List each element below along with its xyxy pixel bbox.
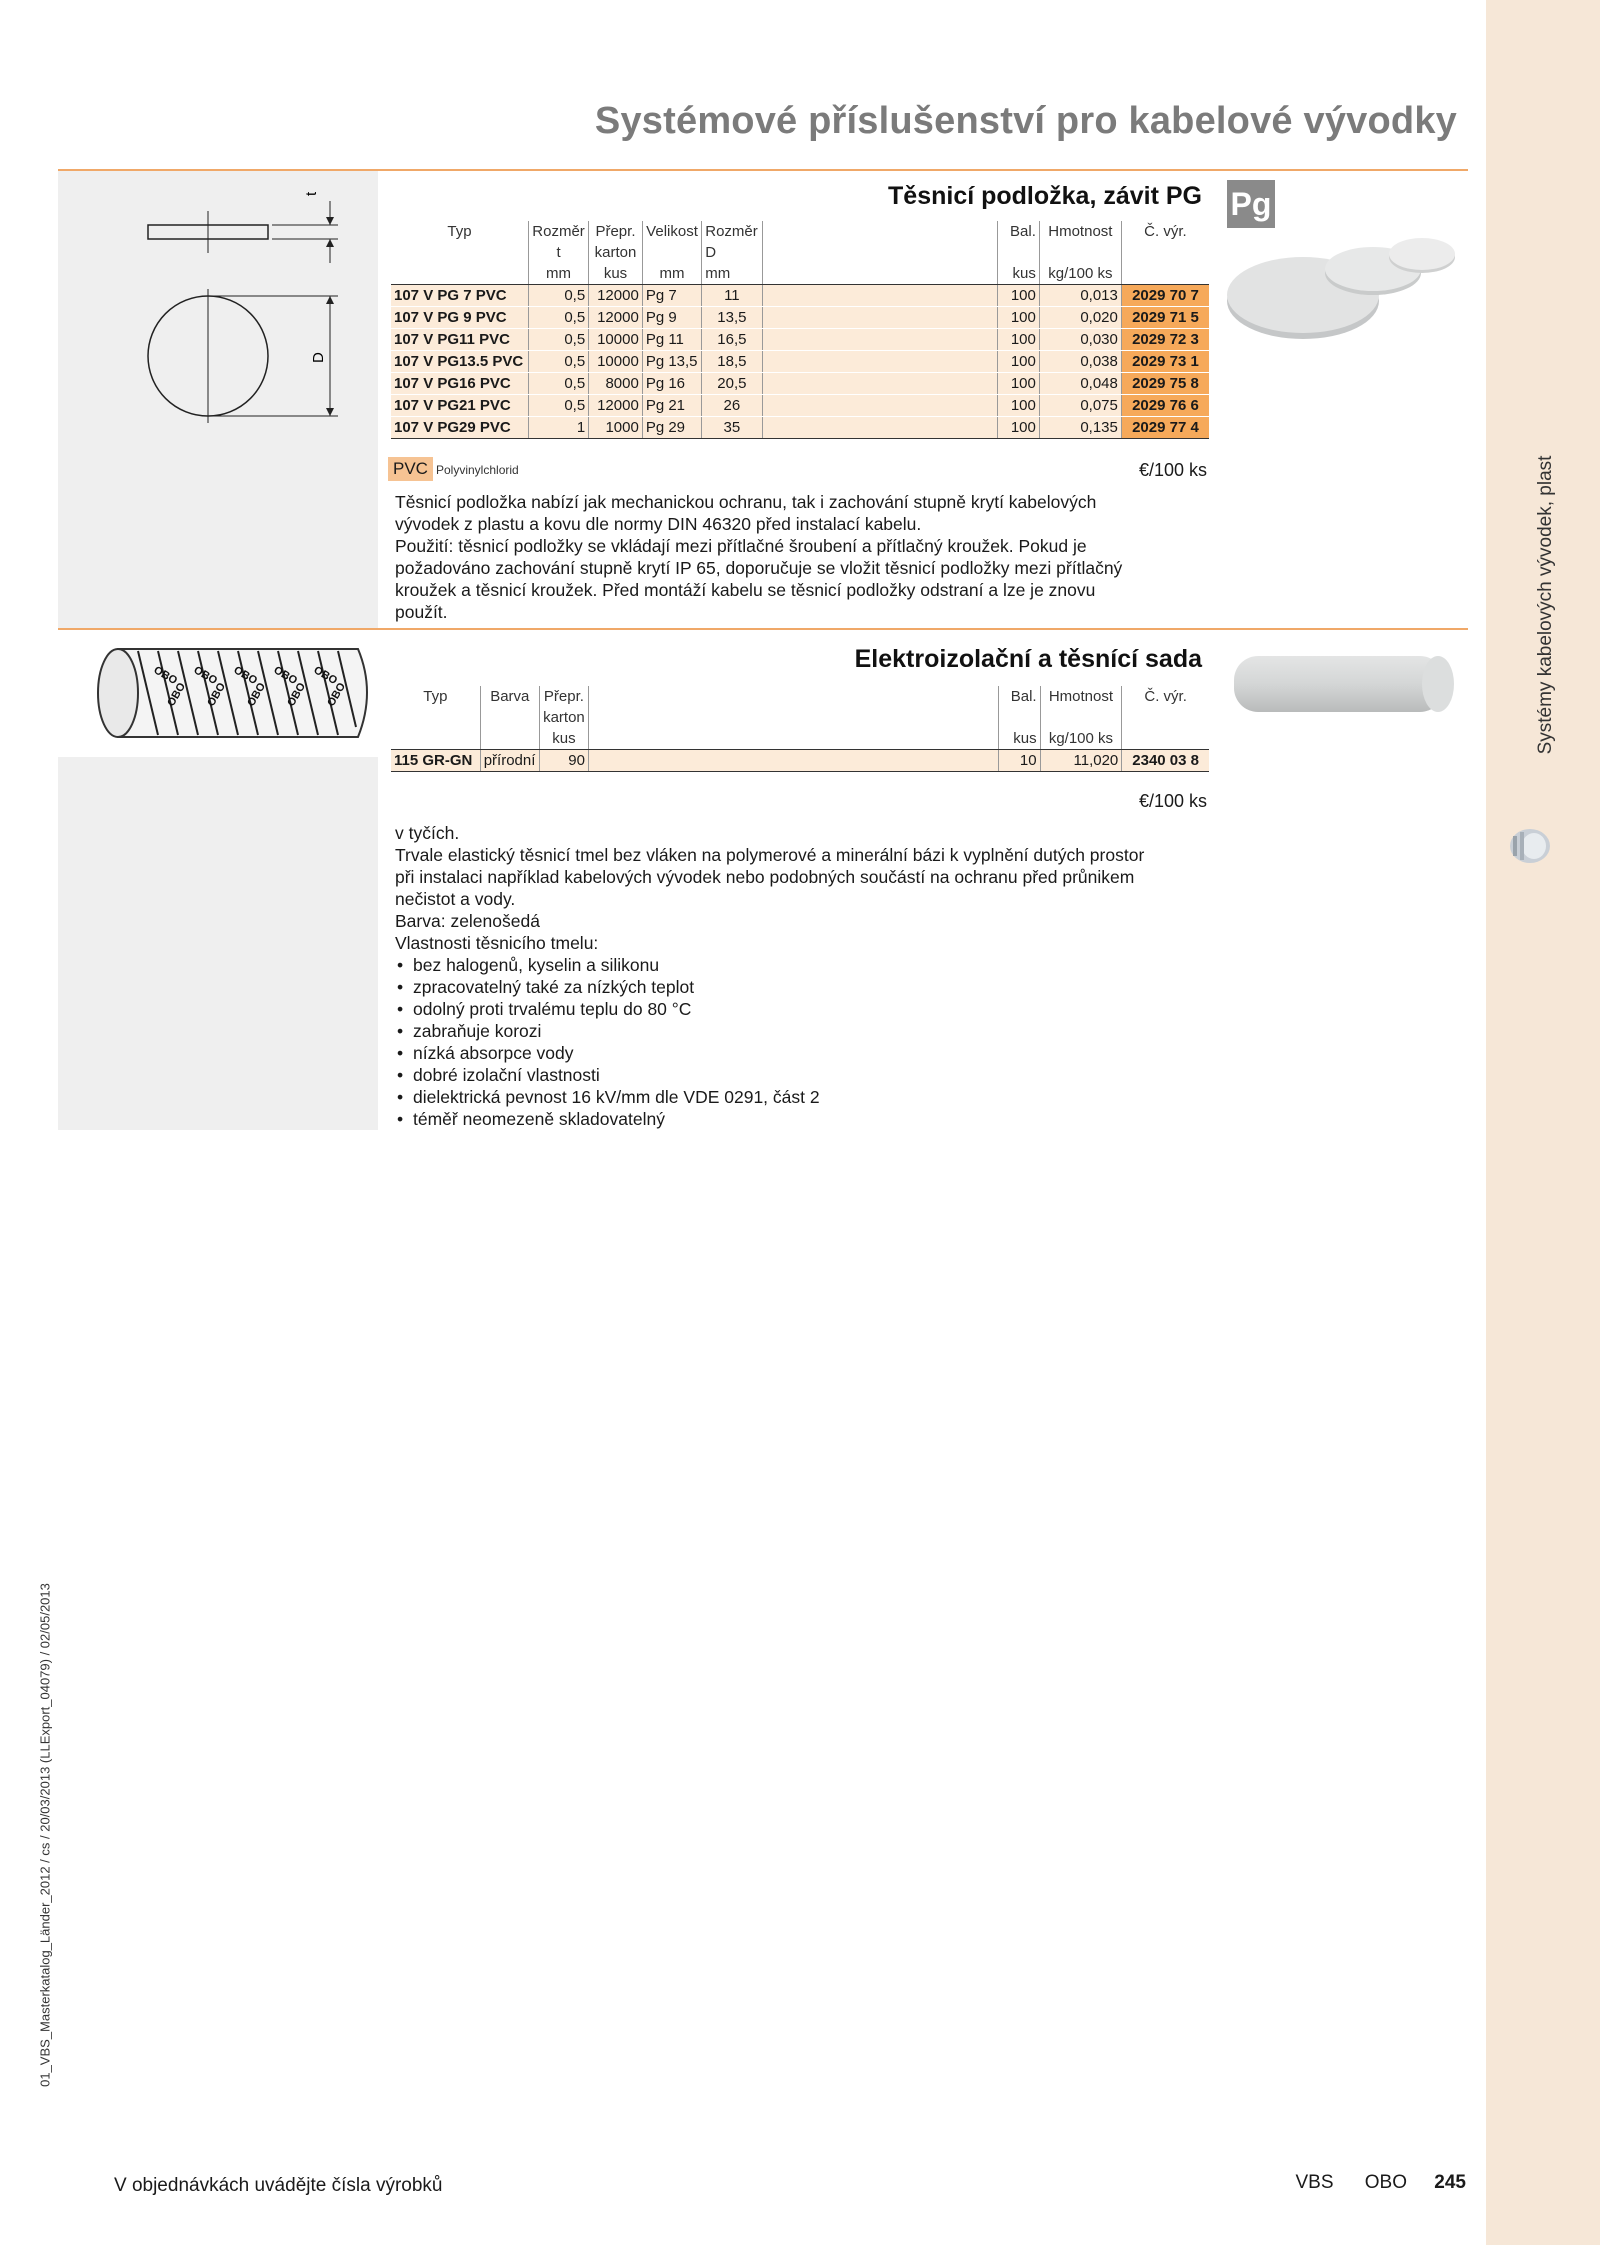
roll-print: OBO	[165, 680, 189, 709]
desc-line: Trvale elastický těsnicí tmel bez vláken na polymerové a minerální bázi k vyplnění dutých prostor	[395, 845, 1145, 865]
unit-bal: kus	[998, 263, 1040, 285]
cell-typ: 107 V PG11 PVC	[391, 329, 528, 351]
cell-t: 1	[528, 417, 588, 439]
cell-typ: 107 V PG13.5 PVC	[391, 351, 528, 373]
unit-typ	[391, 728, 480, 750]
table-row	[391, 307, 1209, 329]
cell-cvyr: 2340 03 8	[1122, 750, 1209, 772]
desc-line: při instalaci například kabelových vývodek nebo podobných součástí na ochranu před průnikem	[395, 867, 1135, 887]
unit-karton: kus	[589, 263, 643, 285]
cell-velikost: Pg 7	[642, 285, 701, 307]
table-row	[391, 373, 1209, 395]
table-unit-row	[391, 263, 1209, 285]
list-item: • zabraňuje korozi	[395, 1020, 1215, 1042]
cell-d: 13,5	[702, 307, 762, 329]
roll-print: OBO	[205, 680, 229, 709]
cell-velikost: Pg 21	[642, 395, 701, 417]
col-bal: Bal.	[999, 686, 1040, 728]
cell-spacer	[762, 373, 998, 395]
cell-hmot: 0,135	[1039, 417, 1121, 439]
col-velikost: Velikost	[642, 221, 701, 263]
roll-print: OBO	[231, 664, 260, 688]
desc-line: vývodek z plastu a kovu dle normy DIN 46320 před instalací kabelu.	[395, 514, 922, 534]
desc-line: Použití: těsnicí podložky se vkládají mezi přítlačné šroubení a přítlačný kroužek. Pokud je	[395, 536, 1087, 556]
properties-list	[395, 954, 1215, 1130]
roll-print: OBO	[325, 680, 349, 709]
cell-hmot: 0,020	[1039, 307, 1121, 329]
unit-t: mm	[528, 263, 588, 285]
section2-title: Elektroizolační a těsnící sada	[854, 645, 1202, 673]
col-typ: Typ	[391, 686, 480, 728]
cell-hmot: 0,075	[1039, 395, 1121, 417]
cell-typ: 115 GR-GN	[391, 750, 480, 772]
cell-karton: 12000	[589, 307, 643, 329]
cell-velikost: Pg 16	[642, 373, 701, 395]
cell-cvyr: 2029 73 1	[1121, 351, 1209, 373]
cell-karton: 90	[539, 750, 588, 772]
table-row	[391, 417, 1209, 439]
section1-description	[395, 491, 1215, 623]
roll-print: OBO	[191, 664, 220, 688]
cell-typ: 107 V PG29 PVC	[391, 417, 528, 439]
list-item: • odolný proti trvalému teplu do 80 °C	[395, 998, 1215, 1020]
desc-line: požadováno zachování stupně krytí IP 65, doporučuje se vložit těsnicí podložky mezi přítlačný	[395, 558, 1123, 578]
desc-line: kroužek a těsnicí kroužek. Před montáží kabelu se těsnicí podložky odstraní a lze je znovu	[395, 580, 1096, 600]
col-bal: Bal.	[998, 221, 1040, 263]
cell-typ: 107 V PG 9 PVC	[391, 307, 528, 329]
cell-hmot: 0,038	[1039, 351, 1121, 373]
roll-print: OBO	[311, 664, 340, 688]
cell-bal: 100	[998, 285, 1040, 307]
col-spacer	[588, 686, 998, 728]
unit-d: mm	[702, 263, 762, 285]
table-row	[391, 395, 1209, 417]
col-cvyr: Č. výr.	[1144, 688, 1187, 705]
cell-velikost: Pg 13,5	[642, 351, 701, 373]
unit-spacer	[588, 728, 998, 750]
cell-t: 0,5	[528, 285, 588, 307]
col-prepr-karton: Přepr. karton	[539, 686, 588, 728]
desc-line: Těsnicí podložka nabízí jak mechanickou ochranu, tak i zachování stupně krytí kabelových	[395, 492, 1097, 512]
rod-product-image	[1228, 652, 1462, 716]
list-item: • bez halogenů, kyselin a silikonu	[395, 954, 1215, 976]
cell-cvyr: 2029 77 4	[1121, 417, 1209, 439]
unit-hmot: kg/100 ks	[1040, 728, 1122, 750]
table-unit-row	[391, 728, 1209, 750]
list-item: • zpracovatelný také za nízkých teplot	[395, 976, 1215, 998]
unit-karton: kus	[539, 728, 588, 750]
cell-velikost: Pg 9	[642, 307, 701, 329]
cell-karton: 8000	[589, 373, 643, 395]
unit-cvyr	[1121, 263, 1209, 285]
section2-description	[395, 822, 1215, 1130]
table-row	[391, 329, 1209, 351]
cell-spacer	[762, 307, 998, 329]
unit-typ	[391, 263, 528, 285]
list-item: • dobré izolační vlastnosti	[395, 1064, 1215, 1086]
unit-velikost: mm	[642, 263, 701, 285]
page-title: Systémové příslušenství pro kabelové vývodky	[594, 100, 1457, 142]
cell-t: 0,5	[528, 329, 588, 351]
cable-gland-icon	[1507, 826, 1553, 866]
desc-line: Vlastnosti těsnicího tmelu:	[395, 933, 599, 953]
cell-karton: 10000	[589, 351, 643, 373]
cell-typ: 107 V PG21 PVC	[391, 395, 528, 417]
cell-bal: 100	[998, 395, 1040, 417]
col-barva: Barva	[480, 686, 539, 728]
sealing-roll-image	[58, 637, 378, 757]
sealing-set-spec-table	[391, 686, 1209, 772]
cell-spacer	[762, 417, 998, 439]
print-metadata: 01_VBS_Masterkatalog_Länder_2012 / cs / 20/03/2013 (LLExport_04079) / 02/05/2013	[37, 1583, 53, 2087]
washer-technical-drawing	[58, 171, 378, 628]
cell-spacer	[762, 329, 998, 351]
cell-bal: 10	[999, 750, 1040, 772]
footer-brand-vbs: VBS	[1295, 2172, 1334, 2193]
desc-line: použít.	[395, 602, 448, 622]
cell-cvyr: 2029 70 7	[1121, 285, 1209, 307]
cell-karton: 10000	[589, 329, 643, 351]
list-item: • téměř neomezeně skladovatelný	[395, 1108, 1215, 1130]
cell-bal: 100	[998, 307, 1040, 329]
cell-typ: 107 V PG16 PVC	[391, 373, 528, 395]
material-name: Polyvinylchlorid	[436, 463, 519, 477]
cell-bal: 100	[998, 373, 1040, 395]
cell-hmot: 0,013	[1039, 285, 1121, 307]
footer-brand-obo: OBO	[1364, 2172, 1408, 2193]
cell-cvyr: 2029 75 8	[1121, 373, 1209, 395]
footer-brand	[1295, 2172, 1466, 2194]
page-number: 245	[1434, 2172, 1466, 2193]
washer-spec-table	[391, 221, 1209, 439]
section1-title: Těsnicí podložka, závit PG	[888, 182, 1202, 210]
chapter-side-title: Systémy kabelových vývodek, plast	[1535, 455, 1556, 755]
roll-print: OBO	[285, 680, 309, 709]
cell-t: 0,5	[528, 351, 588, 373]
roll-print: OBO	[151, 664, 180, 688]
cell-d: 26	[702, 395, 762, 417]
material-tag: PVC	[388, 457, 433, 481]
unit-hmot: kg/100 ks	[1039, 263, 1121, 285]
cell-d: 16,5	[702, 329, 762, 351]
right-margin-band	[1486, 0, 1600, 2245]
cell-cvyr: 2029 71 5	[1121, 307, 1209, 329]
table-header-row	[391, 686, 1209, 728]
cell-bal: 100	[998, 351, 1040, 373]
list-item: • dielektrická pevnost 16 kV/mm dle VDE 0291, část 2	[395, 1086, 1215, 1108]
col-prepr-karton: Přepr. karton	[589, 221, 643, 263]
cell-velikost: Pg 11	[642, 329, 701, 351]
table-row	[391, 750, 1209, 772]
section1-price-unit: €/100 ks	[1138, 460, 1207, 480]
list-item: • nízká absorpce vody	[395, 1042, 1215, 1064]
cell-bal: 100	[998, 329, 1040, 351]
col-rozmer-d: Rozměr D	[702, 221, 762, 263]
table-row	[391, 285, 1209, 307]
pg-thread-badge: Pg	[1227, 180, 1275, 228]
table-header-row	[391, 221, 1209, 263]
cell-d: 35	[702, 417, 762, 439]
col-hmotnost: Hmotnost	[1040, 686, 1122, 728]
cell-bal: 100	[998, 417, 1040, 439]
unit-spacer	[762, 263, 998, 285]
cell-cvyr: 2029 76 6	[1121, 395, 1209, 417]
cell-hmot: 0,030	[1039, 329, 1121, 351]
table-row	[391, 351, 1209, 373]
dimension-label-d: D	[310, 352, 327, 363]
dimension-label-t: t	[303, 191, 320, 196]
cell-t: 0,5	[528, 395, 588, 417]
cell-spacer	[762, 285, 998, 307]
desc-line: v tyčích.	[395, 823, 460, 843]
section2-top-rule	[58, 628, 1468, 630]
roll-print: OBO	[245, 680, 269, 709]
cell-t: 0,5	[528, 373, 588, 395]
cell-d: 11	[702, 285, 762, 307]
cell-spacer	[762, 395, 998, 417]
cell-spacer	[762, 351, 998, 373]
roll-print: OBO	[271, 664, 300, 688]
unit-cvyr	[1122, 728, 1209, 750]
cell-barva: přírodní	[480, 750, 539, 772]
cell-cvyr: 2029 72 3	[1121, 329, 1209, 351]
section2-image-panel	[58, 637, 378, 1130]
section1-drawing-panel	[58, 171, 378, 628]
washer-product-image	[1225, 235, 1460, 345]
cell-spacer	[588, 750, 998, 772]
col-hmotnost: Hmotnost	[1039, 221, 1121, 263]
cell-karton: 1000	[589, 417, 643, 439]
cell-typ: 107 V PG 7 PVC	[391, 285, 528, 307]
section2-price-unit: €/100 ks	[1138, 791, 1207, 811]
col-cvyr: Č. výr.	[1144, 223, 1187, 240]
col-rozmer-t: Rozměr t	[528, 221, 588, 263]
col-typ: Typ	[391, 221, 528, 263]
cell-karton: 12000	[589, 285, 643, 307]
cell-d: 18,5	[702, 351, 762, 373]
desc-line: Barva: zelenošedá	[395, 911, 540, 931]
col-spacer	[762, 221, 998, 263]
footer-order-note: V objednávkách uvádějte čísla výrobků	[114, 2175, 443, 2196]
cell-t: 0,5	[528, 307, 588, 329]
cell-hmot: 11,020	[1040, 750, 1122, 772]
cell-karton: 12000	[589, 395, 643, 417]
cell-velikost: Pg 29	[642, 417, 701, 439]
cell-d: 20,5	[702, 373, 762, 395]
cell-hmot: 0,048	[1039, 373, 1121, 395]
unit-bal: kus	[999, 728, 1040, 750]
desc-line: nečistot a vody.	[395, 889, 516, 909]
unit-barva	[480, 728, 539, 750]
